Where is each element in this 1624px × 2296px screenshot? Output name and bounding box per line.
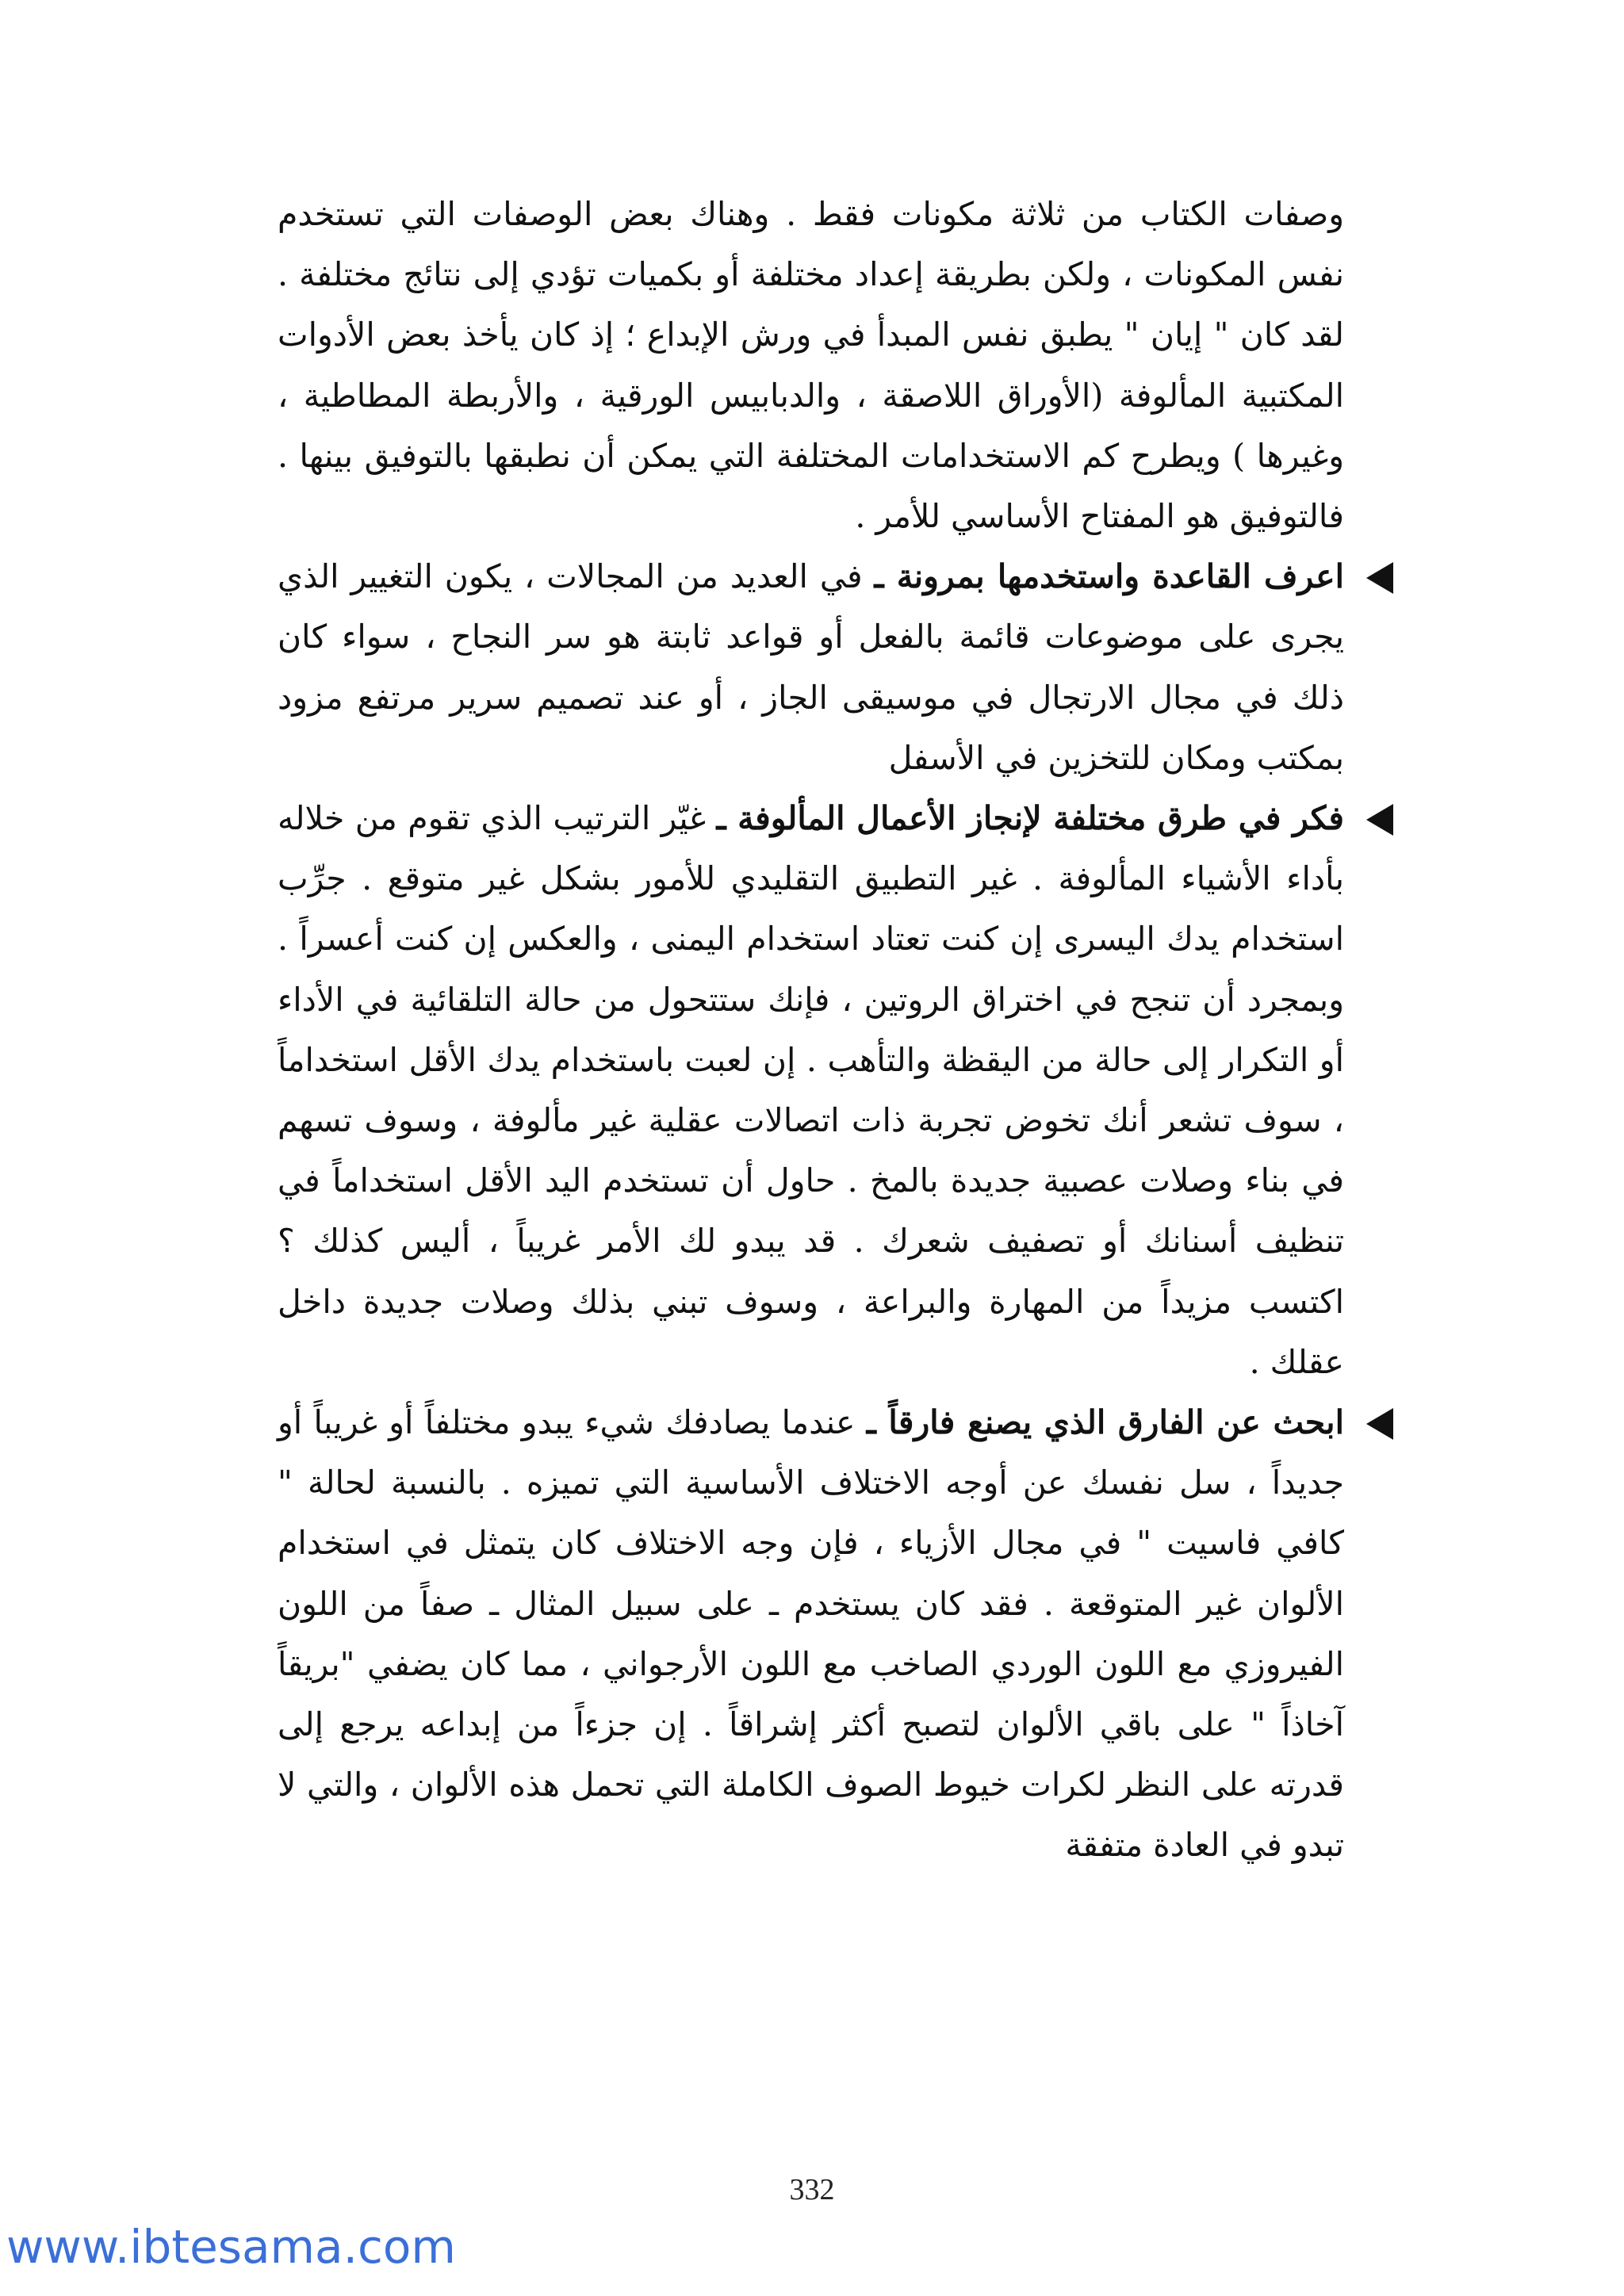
bullet-lead: اعرف القاعدة واستخدمها بمرونة ـ bbox=[874, 557, 1344, 596]
watermark-link[interactable]: www.ibtesama.com bbox=[6, 2220, 456, 2274]
bullet-lead: ابحث عن الفارق الذي يصنع فارقاً ـ bbox=[866, 1403, 1344, 1442]
page-body bbox=[278, 184, 1344, 1876]
bullet-text: غيّر الترتيب الذي تقوم من خلاله بأداء الأشياء المألوفة . غير التطبيق التقليدي للأمور بشكل غير متوقع . جرِّب استخدام يدك اليسرى إن كنت تعتاد استخدام اليمنى ، والعكس إن كنت أعسراً . وبمجرد أن تنجح في اختراق الروتين ، فإنك ستتحول من حالة التلقائية في الأداء أو التكرار إلى حالة من اليقظة والتأهب . إن لعبت باستخدام يدك الأقل استخداماً ، سوف تشعر أنك تخوض تجربة ذات اتصالات عقلية غير مألوفة ، وسوف تسهم في بناء وصلات عصبية جديدة بالمخ . حاول أن تستخدم اليد الأقل استخداماً في تنظيف أسنانك أو تصفيف شعرك . قد يبدو لك الأمر غريباً ، أليس كذلك ؟ اكتسب مزيداً من المهارة والبراعة ، وسوف تبني بذلك وصلات جديدة داخل عقلك . bbox=[278, 799, 1344, 1381]
bullet-text: في العديد من المجالات ، يكون التغيير الذي يجرى على موضوعات قائمة بالفعل أو قواعد ثابتة هو سر النجاح ، سواء كان ذلك في مجال الارتجال في موسيقى الجاز ، أو عند تصميم سرير مرتفع مزود بمكتب ومكان للتخزين في الأسفل bbox=[278, 557, 1344, 777]
page-number: 332 bbox=[789, 2173, 835, 2206]
intro-paragraph: وصفات الكتاب من ثلاثة مكونات فقط . وهناك بعض الوصفات التي تستخدم نفس المكونات ، ولكن بطريقة إعداد مختلفة أو بكميات تؤدي إلى نتائج مختلفة . لقد كان " إيان " يطبق نفس المبدأ في ورش الإبداع ؛ إذ كان يأخذ بعض الأدوات المكتبية المألوفة (الأوراق اللاصقة ، والدبابيس الورقية ، والأربطة المطاطية ، وغيرها ) ويطرح كم الاستخدامات المختلفة التي يمكن أن نطبقها بالتوفيق بينها . فالتوفيق هو المفتاح الأساسي للأمر . bbox=[278, 195, 1344, 536]
bullet-item-difference bbox=[278, 1392, 1344, 1876]
bullet-item-rule-flexibility bbox=[278, 546, 1344, 788]
triangle-bullet-icon bbox=[1366, 562, 1393, 594]
bullet-text: عندما يصادفك شيء يبدو مختلفاً أو غريباً أو جديداً ، سل نفسك عن أوجه الاختلاف الأساسية التي تميزه . بالنسبة لحالة " كافي فاسيت " في مجال الأزياء ، فإن وجه الاختلاف كان يتمثل في استخدام الألوان غير المتوقعة . فقد كان يستخدم ـ على سبيل المثال ـ صفاً من اللون الفيروزي مع اللون الوردي الصاخب مع اللون الأرجواني ، مما كان يضفي "بريقاً آخاذاً " على باقي الألوان لتصبح أكثر إشراقاً . إن جزءاً من إبداعه يرجع إلى قدرته على النظر لكرات خيوط الصوف الكاملة التي تحمل هذه الألوان ، والتي لا تبدو في العادة متفقة bbox=[278, 1403, 1344, 1865]
bullet-item-different-ways bbox=[278, 788, 1344, 1392]
triangle-bullet-icon bbox=[1366, 1408, 1393, 1440]
bullet-lead: فكر في طرق مختلفة لإنجاز الأعمال المألوفة ـ bbox=[716, 799, 1344, 838]
triangle-bullet-icon bbox=[1366, 804, 1393, 836]
